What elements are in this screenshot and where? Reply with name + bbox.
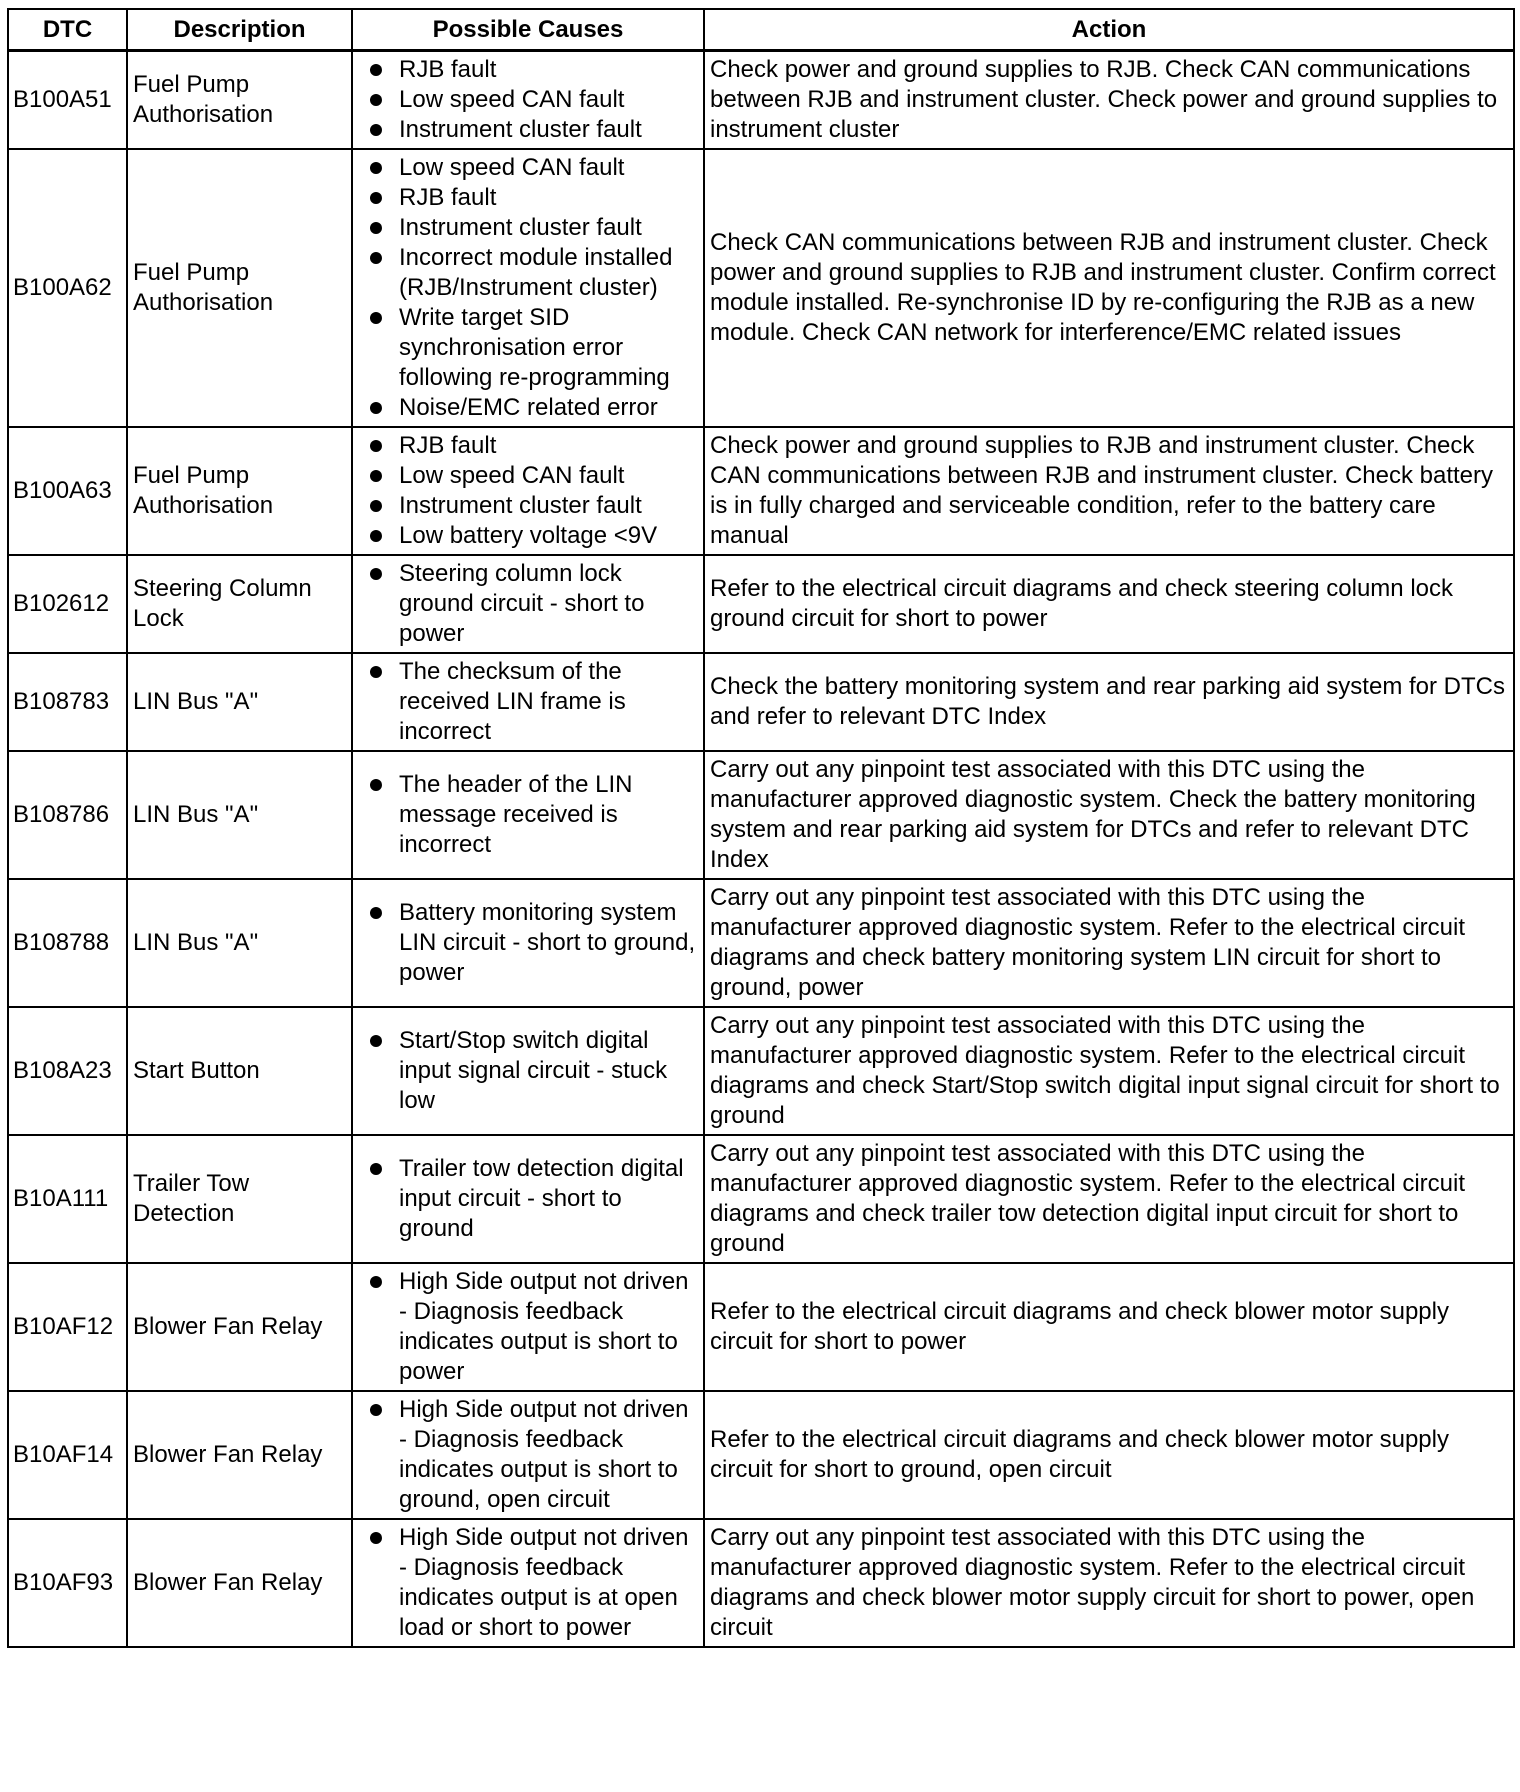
action-text: Check the battery monitoring system and rear parking aid system for DTCs and refer to relevant DTC Index [704, 653, 1514, 751]
possible-causes-list [358, 1026, 698, 1116]
header-description: Description [127, 9, 352, 51]
header-action: Action [704, 9, 1514, 51]
action-text: Carry out any pinpoint test associated with this DTC using the manufacturer approved diagnostic system. Refer to the electrical circuit diagrams and check Start/Stop switch digital input signal circuit for short to ground [704, 1007, 1514, 1135]
possible-causes-cell [352, 1263, 704, 1391]
header-possible-causes: Possible Causes [352, 9, 704, 51]
possible-causes-list [358, 898, 698, 988]
possible-causes-cell [352, 1135, 704, 1263]
possible-causes-cell [352, 1007, 704, 1135]
dtc-description: LIN Bus "A" [127, 879, 352, 1007]
table-row [8, 51, 1514, 150]
possible-cause-item: Low battery voltage <9V [358, 521, 698, 551]
dtc-code: B10AF14 [8, 1391, 127, 1519]
table-row [8, 653, 1514, 751]
possible-causes-cell [352, 427, 704, 555]
action-text: Carry out any pinpoint test associated with this DTC using the manufacturer approved diagnostic system. Refer to the electrical circuit diagrams and check trailer tow detection digital input circuit for short to ground [704, 1135, 1514, 1263]
possible-causes-list [358, 657, 698, 747]
dtc-description: Fuel Pump Authorisation [127, 51, 352, 150]
dtc-description: Blower Fan Relay [127, 1519, 352, 1647]
possible-causes-list [358, 559, 698, 649]
possible-cause-item: High Side output not driven - Diagnosis feedback indicates output is short to power [358, 1267, 698, 1387]
dtc-description: Fuel Pump Authorisation [127, 427, 352, 555]
possible-causes-cell [352, 751, 704, 879]
possible-cause-item: Noise/EMC related error [358, 393, 698, 423]
table-row [8, 1263, 1514, 1391]
table-header-row [8, 9, 1514, 51]
table-row [8, 1519, 1514, 1647]
action-text: Carry out any pinpoint test associated with this DTC using the manufacturer approved diagnostic system. Refer to the electrical circuit diagrams and check blower motor supply circuit for short to power, open circuit [704, 1519, 1514, 1647]
possible-causes-cell [352, 555, 704, 653]
table-row [8, 427, 1514, 555]
action-text: Refer to the electrical circuit diagrams and check steering column lock ground circuit for short to power [704, 555, 1514, 653]
dtc-code: B102612 [8, 555, 127, 653]
possible-cause-item: RJB fault [358, 431, 698, 461]
dtc-description: Trailer Tow Detection [127, 1135, 352, 1263]
possible-cause-item: High Side output not driven - Diagnosis feedback indicates output is short to ground, open circuit [358, 1395, 698, 1515]
table-row [8, 1007, 1514, 1135]
possible-causes-cell [352, 1391, 704, 1519]
possible-causes-list [358, 1523, 698, 1643]
action-text: Check power and ground supplies to RJB and instrument cluster. Check CAN communications between RJB and instrument cluster. Check battery is in fully charged and serviceable condition, refer to the battery care manual [704, 427, 1514, 555]
table-row [8, 149, 1514, 427]
possible-cause-item: Instrument cluster fault [358, 491, 698, 521]
dtc-code: B100A63 [8, 427, 127, 555]
possible-cause-item: Trailer tow detection digital input circuit - short to ground [358, 1154, 698, 1244]
possible-cause-item: Low speed CAN fault [358, 461, 698, 491]
action-text: Carry out any pinpoint test associated with this DTC using the manufacturer approved diagnostic system. Check the battery monitoring system and rear parking aid system for DTCs and refer to relevant DTC Index [704, 751, 1514, 879]
possible-causes-cell [352, 51, 704, 150]
dtc-code: B108786 [8, 751, 127, 879]
action-text: Refer to the electrical circuit diagrams and check blower motor supply circuit for short to power [704, 1263, 1514, 1391]
possible-causes-list [358, 55, 698, 145]
possible-cause-item: Low speed CAN fault [358, 85, 698, 115]
action-text: Check power and ground supplies to RJB. Check CAN communications between RJB and instrument cluster. Check power and ground supplies to instrument cluster [704, 51, 1514, 150]
possible-causes-list [358, 1267, 698, 1387]
dtc-description: Start Button [127, 1007, 352, 1135]
action-text: Refer to the electrical circuit diagrams and check blower motor supply circuit for short to ground, open circuit [704, 1391, 1514, 1519]
possible-cause-item: Battery monitoring system LIN circuit - short to ground, power [358, 898, 698, 988]
possible-causes-cell [352, 1519, 704, 1647]
dtc-table [7, 8, 1515, 1648]
dtc-code: B108783 [8, 653, 127, 751]
possible-causes-list [358, 431, 698, 551]
table-row [8, 1135, 1514, 1263]
possible-cause-item: Start/Stop switch digital input signal circuit - stuck low [358, 1026, 698, 1116]
table-row [8, 751, 1514, 879]
possible-causes-list [358, 1154, 698, 1244]
dtc-description: LIN Bus "A" [127, 653, 352, 751]
action-text: Carry out any pinpoint test associated with this DTC using the manufacturer approved diagnostic system. Refer to the electrical circuit diagrams and check battery monitoring system LIN circuit for short to ground, power [704, 879, 1514, 1007]
dtc-description: Blower Fan Relay [127, 1391, 352, 1519]
possible-cause-item: Instrument cluster fault [358, 213, 698, 243]
possible-causes-cell [352, 879, 704, 1007]
dtc-code: B100A51 [8, 51, 127, 150]
dtc-code: B108A23 [8, 1007, 127, 1135]
possible-cause-item: The checksum of the received LIN frame is incorrect [358, 657, 698, 747]
possible-cause-item: RJB fault [358, 183, 698, 213]
dtc-description: Steering Column Lock [127, 555, 352, 653]
possible-cause-item: Instrument cluster fault [358, 115, 698, 145]
possible-cause-item: Write target SID synchronisation error following re-programming [358, 303, 698, 393]
possible-cause-item: Incorrect module installed (RJB/Instrument cluster) [358, 243, 698, 303]
dtc-description: Fuel Pump Authorisation [127, 149, 352, 427]
table-row [8, 555, 1514, 653]
action-text: Check CAN communications between RJB and instrument cluster. Check power and ground supplies to RJB and instrument cluster. Confirm correct module installed. Re-synchronise ID by re-configuring the RJB as a new module. Check CAN network for interference/EMC related issues [704, 149, 1514, 427]
dtc-code: B10AF12 [8, 1263, 127, 1391]
possible-cause-item: RJB fault [358, 55, 698, 85]
dtc-code: B100A62 [8, 149, 127, 427]
table-row [8, 879, 1514, 1007]
header-dtc: DTC [8, 9, 127, 51]
possible-causes-list [358, 153, 698, 423]
possible-cause-item: Low speed CAN fault [358, 153, 698, 183]
possible-causes-list [358, 770, 698, 860]
possible-causes-cell [352, 149, 704, 427]
possible-cause-item: The header of the LIN message received is incorrect [358, 770, 698, 860]
possible-causes-cell [352, 653, 704, 751]
possible-causes-list [358, 1395, 698, 1515]
dtc-description: Blower Fan Relay [127, 1263, 352, 1391]
table-row [8, 1391, 1514, 1519]
dtc-description: LIN Bus "A" [127, 751, 352, 879]
dtc-code: B10A111 [8, 1135, 127, 1263]
possible-cause-item: Steering column lock ground circuit - short to power [358, 559, 698, 649]
dtc-code: B108788 [8, 879, 127, 1007]
possible-cause-item: High Side output not driven - Diagnosis feedback indicates output is at open load or short to power [358, 1523, 698, 1643]
dtc-code: B10AF93 [8, 1519, 127, 1647]
table-body [8, 51, 1514, 1648]
